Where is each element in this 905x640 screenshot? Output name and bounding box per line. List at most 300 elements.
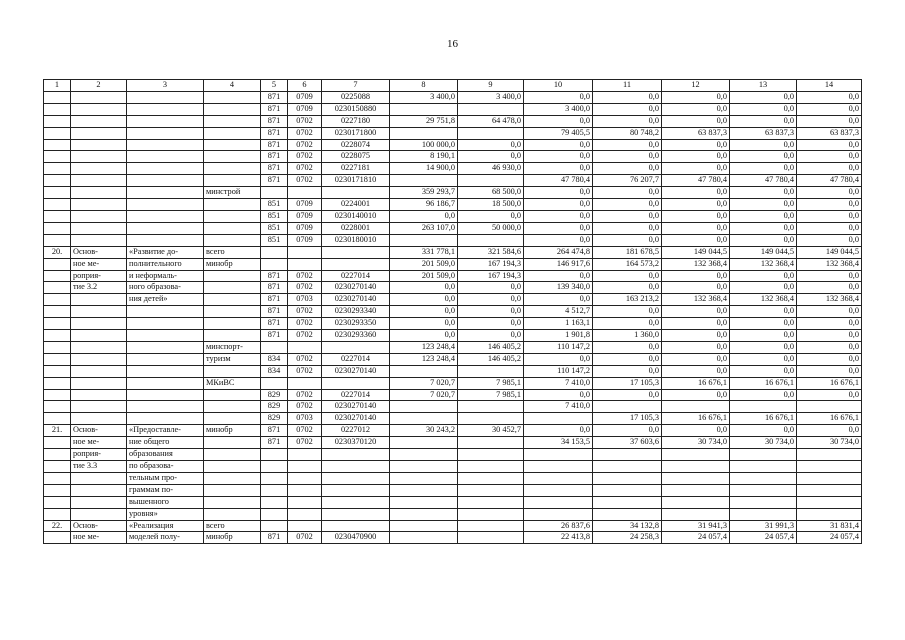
table-row bbox=[44, 210, 862, 222]
table-cell: 0,0 bbox=[730, 222, 797, 234]
table-cell bbox=[71, 401, 127, 413]
table-cell: 63 837,3 bbox=[730, 127, 797, 139]
table-cell bbox=[127, 234, 204, 246]
table-cell: 31 831,4 bbox=[797, 520, 862, 532]
table-cell bbox=[730, 472, 797, 484]
table-cell bbox=[127, 389, 204, 401]
table-cell bbox=[261, 496, 288, 508]
table-cell bbox=[71, 199, 127, 211]
table-cell bbox=[127, 187, 204, 199]
table-row bbox=[44, 330, 862, 342]
budget-table bbox=[43, 79, 862, 544]
table-cell: 0,0 bbox=[730, 115, 797, 127]
table-cell: 7 410,0 bbox=[524, 401, 593, 413]
table-cell: 0,0 bbox=[662, 151, 730, 163]
table-cell: 20. bbox=[44, 246, 71, 258]
table-cell bbox=[71, 341, 127, 353]
table-cell: 0,0 bbox=[797, 318, 862, 330]
table-cell bbox=[44, 508, 71, 520]
table-cell: 31 991,3 bbox=[730, 520, 797, 532]
table-cell: минобр bbox=[204, 425, 261, 437]
table-cell: 7 985,1 bbox=[458, 377, 524, 389]
table-cell: 871 bbox=[261, 437, 288, 449]
table-cell bbox=[458, 449, 524, 461]
table-cell bbox=[458, 413, 524, 425]
table-row bbox=[44, 222, 862, 234]
table-cell bbox=[288, 496, 322, 508]
table-cell: 0702 bbox=[288, 175, 322, 187]
table-cell: 0702 bbox=[288, 139, 322, 151]
table-cell bbox=[261, 508, 288, 520]
table-cell: 0,0 bbox=[730, 210, 797, 222]
table-cell: 3 400,0 bbox=[390, 91, 458, 103]
table-cell bbox=[204, 234, 261, 246]
table-cell bbox=[458, 127, 524, 139]
table-cell bbox=[730, 484, 797, 496]
table-cell: 0,0 bbox=[593, 163, 662, 175]
table-cell bbox=[288, 472, 322, 484]
table-cell bbox=[458, 437, 524, 449]
table-cell: 0,0 bbox=[524, 199, 593, 211]
table-cell bbox=[44, 294, 71, 306]
table-row bbox=[44, 377, 862, 389]
table-cell: 0703 bbox=[288, 413, 322, 425]
table-cell bbox=[204, 401, 261, 413]
table-cell: 0,0 bbox=[662, 318, 730, 330]
table-cell: 0,0 bbox=[524, 389, 593, 401]
table-cell bbox=[288, 341, 322, 353]
table-cell bbox=[71, 139, 127, 151]
table-cell bbox=[662, 496, 730, 508]
table-cell: 0230171810 bbox=[322, 175, 390, 187]
table-cell: 0702 bbox=[288, 401, 322, 413]
table-cell bbox=[44, 377, 71, 389]
table-row bbox=[44, 389, 862, 401]
table-cell: «Предоставле- bbox=[127, 425, 204, 437]
table-cell: 16 676,1 bbox=[662, 413, 730, 425]
table-cell: 0,0 bbox=[730, 389, 797, 401]
table-cell bbox=[71, 306, 127, 318]
table-cell: 0230270140 bbox=[322, 413, 390, 425]
table-cell bbox=[44, 461, 71, 473]
table-cell: 0702 bbox=[288, 318, 322, 330]
table-cell: 0,0 bbox=[730, 91, 797, 103]
table-cell: 18 500,0 bbox=[458, 199, 524, 211]
table-cell bbox=[204, 163, 261, 175]
table-cell: 0,0 bbox=[730, 353, 797, 365]
table-cell: 63 837,3 bbox=[797, 127, 862, 139]
table-cell bbox=[204, 318, 261, 330]
table-cell: 0230293340 bbox=[322, 306, 390, 318]
table-cell: тие 3.3 bbox=[71, 461, 127, 473]
table-cell bbox=[44, 163, 71, 175]
table-cell bbox=[322, 449, 390, 461]
table-cell bbox=[593, 484, 662, 496]
table-cell bbox=[797, 496, 862, 508]
table-cell bbox=[44, 365, 71, 377]
table-cell: 0,0 bbox=[662, 341, 730, 353]
table-cell bbox=[458, 532, 524, 544]
table-cell: минспорт- bbox=[204, 341, 261, 353]
table-cell: минобр bbox=[204, 258, 261, 270]
table-cell: 17 105,3 bbox=[593, 377, 662, 389]
table-cell: 149 044,5 bbox=[797, 246, 862, 258]
table-cell: 0227014 bbox=[322, 270, 390, 282]
table-cell: 0,0 bbox=[662, 139, 730, 151]
table-cell: 871 bbox=[261, 115, 288, 127]
table-cell: 0,0 bbox=[458, 139, 524, 151]
table-cell: 7 985,1 bbox=[458, 389, 524, 401]
table-cell: 1 163,1 bbox=[524, 318, 593, 330]
table-cell: 0,0 bbox=[730, 341, 797, 353]
table-cell: 0,0 bbox=[662, 330, 730, 342]
table-cell bbox=[662, 484, 730, 496]
table-cell: 96 186,7 bbox=[390, 199, 458, 211]
table-cell bbox=[44, 139, 71, 151]
table-cell: 24 057,4 bbox=[730, 532, 797, 544]
table-cell: 0,0 bbox=[797, 270, 862, 282]
table-cell: 0,0 bbox=[458, 294, 524, 306]
table-cell bbox=[390, 484, 458, 496]
table-cell bbox=[44, 258, 71, 270]
table-cell: 0702 bbox=[288, 151, 322, 163]
table-cell bbox=[204, 461, 261, 473]
table-cell: 0230293360 bbox=[322, 330, 390, 342]
header-cell: 10 bbox=[524, 80, 593, 92]
table-cell: 0,0 bbox=[458, 210, 524, 222]
table-cell bbox=[322, 484, 390, 496]
table-cell bbox=[44, 341, 71, 353]
table-cell: 47 780,4 bbox=[730, 175, 797, 187]
table-cell: 37 603,6 bbox=[593, 437, 662, 449]
table-cell: уровня» bbox=[127, 508, 204, 520]
table-cell bbox=[322, 508, 390, 520]
table-cell bbox=[390, 508, 458, 520]
table-cell: 0,0 bbox=[593, 115, 662, 127]
table-cell bbox=[390, 520, 458, 532]
header-cell: 8 bbox=[390, 80, 458, 92]
table-cell: 132 368,4 bbox=[797, 258, 862, 270]
table-row bbox=[44, 484, 862, 496]
table-cell: 0,0 bbox=[797, 222, 862, 234]
table-cell bbox=[44, 199, 71, 211]
table-cell bbox=[127, 210, 204, 222]
header-row bbox=[44, 80, 862, 92]
table-cell: 0,0 bbox=[524, 270, 593, 282]
table-cell: 8 190,1 bbox=[390, 151, 458, 163]
table-cell: 0,0 bbox=[662, 210, 730, 222]
table-cell: 0702 bbox=[288, 353, 322, 365]
table-row bbox=[44, 234, 862, 246]
table-cell bbox=[71, 294, 127, 306]
table-cell: 0,0 bbox=[593, 318, 662, 330]
table-cell: моделей полу- bbox=[127, 532, 204, 544]
table-cell: 0,0 bbox=[593, 151, 662, 163]
table-cell: 132 368,4 bbox=[662, 258, 730, 270]
table-cell: минстрой bbox=[204, 187, 261, 199]
table-cell bbox=[593, 461, 662, 473]
table-cell bbox=[127, 330, 204, 342]
table-cell bbox=[127, 341, 204, 353]
table-cell: 0,0 bbox=[593, 103, 662, 115]
table-cell: 16 676,1 bbox=[730, 377, 797, 389]
table-cell bbox=[204, 127, 261, 139]
table-row bbox=[44, 103, 862, 115]
table-cell: 0,0 bbox=[730, 199, 797, 211]
table-cell bbox=[288, 461, 322, 473]
table-cell bbox=[127, 175, 204, 187]
page-number: 16 bbox=[447, 38, 458, 50]
table-cell bbox=[127, 163, 204, 175]
table-cell bbox=[458, 508, 524, 520]
table-cell: 0,0 bbox=[390, 330, 458, 342]
table-cell: 0,0 bbox=[797, 306, 862, 318]
table-cell: 132 368,4 bbox=[730, 258, 797, 270]
table-cell bbox=[390, 496, 458, 508]
table-cell: 76 207,7 bbox=[593, 175, 662, 187]
table-cell: МКиВС bbox=[204, 377, 261, 389]
table-cell bbox=[71, 91, 127, 103]
table-cell bbox=[322, 520, 390, 532]
table-cell: 0,0 bbox=[730, 282, 797, 294]
table-cell bbox=[44, 151, 71, 163]
table-row bbox=[44, 306, 862, 318]
table-cell: 181 678,5 bbox=[593, 246, 662, 258]
table-cell: 16 676,1 bbox=[730, 413, 797, 425]
table-cell: 871 bbox=[261, 103, 288, 115]
table-cell bbox=[288, 449, 322, 461]
table-cell bbox=[44, 115, 71, 127]
table-cell: «Развитие до- bbox=[127, 246, 204, 258]
table-cell bbox=[261, 341, 288, 353]
table-cell: 331 778,1 bbox=[390, 246, 458, 258]
table-cell bbox=[261, 520, 288, 532]
table-cell bbox=[797, 472, 862, 484]
table-cell bbox=[458, 496, 524, 508]
table-cell: 0228075 bbox=[322, 151, 390, 163]
table-cell bbox=[288, 187, 322, 199]
table-cell: 0227014 bbox=[322, 353, 390, 365]
table-cell: 0,0 bbox=[797, 330, 862, 342]
table-cell bbox=[730, 401, 797, 413]
table-cell: 68 500,0 bbox=[458, 187, 524, 199]
table-cell bbox=[71, 234, 127, 246]
table-cell: 146 405,2 bbox=[458, 341, 524, 353]
table-cell: Основ- bbox=[71, 520, 127, 532]
table-cell: 0,0 bbox=[797, 115, 862, 127]
table-cell bbox=[204, 199, 261, 211]
table-cell bbox=[390, 461, 458, 473]
table-cell bbox=[204, 437, 261, 449]
table-cell bbox=[524, 413, 593, 425]
table-cell: 0,0 bbox=[593, 353, 662, 365]
table-cell: 871 bbox=[261, 318, 288, 330]
table-cell bbox=[44, 127, 71, 139]
table-cell bbox=[44, 353, 71, 365]
table-cell bbox=[71, 151, 127, 163]
table-cell bbox=[204, 389, 261, 401]
table-cell: Основ- bbox=[71, 425, 127, 437]
table-cell: всего bbox=[204, 520, 261, 532]
table-cell: 110 147,2 bbox=[524, 365, 593, 377]
table-cell bbox=[288, 258, 322, 270]
table-cell bbox=[44, 413, 71, 425]
table-cell: 0,0 bbox=[662, 115, 730, 127]
table-cell: 0,0 bbox=[458, 151, 524, 163]
table-cell bbox=[797, 401, 862, 413]
table-cell: 0,0 bbox=[730, 425, 797, 437]
table-cell: 7 020,7 bbox=[390, 377, 458, 389]
table-row bbox=[44, 151, 862, 163]
table-cell: 30 452,7 bbox=[458, 425, 524, 437]
table-cell: «Реализация bbox=[127, 520, 204, 532]
table-cell: 0,0 bbox=[390, 210, 458, 222]
table-cell bbox=[261, 377, 288, 389]
table-cell: 0227014 bbox=[322, 389, 390, 401]
table-cell: 3 400,0 bbox=[524, 103, 593, 115]
table-cell: 132 368,4 bbox=[730, 294, 797, 306]
table-cell: 0,0 bbox=[797, 103, 862, 115]
table-cell bbox=[204, 508, 261, 520]
table-cell: тие 3.2 bbox=[71, 282, 127, 294]
table-cell: 0702 bbox=[288, 425, 322, 437]
table-cell: 0,0 bbox=[662, 425, 730, 437]
table-cell bbox=[44, 103, 71, 115]
table-cell: 871 bbox=[261, 151, 288, 163]
table-cell: 0230470900 bbox=[322, 532, 390, 544]
table-cell: 31 941,3 bbox=[662, 520, 730, 532]
table-cell: 0702 bbox=[288, 365, 322, 377]
table-row bbox=[44, 127, 862, 139]
table-cell: 829 bbox=[261, 389, 288, 401]
table-cell: 0,0 bbox=[662, 365, 730, 377]
table-cell bbox=[458, 520, 524, 532]
table-cell: 871 bbox=[261, 282, 288, 294]
table-cell: 359 293,7 bbox=[390, 187, 458, 199]
table-row bbox=[44, 163, 862, 175]
table-row bbox=[44, 449, 862, 461]
table-cell bbox=[44, 532, 71, 544]
table-cell: 110 147,2 bbox=[524, 341, 593, 353]
table-cell bbox=[730, 508, 797, 520]
table-cell bbox=[44, 330, 71, 342]
table-cell: 0228001 bbox=[322, 222, 390, 234]
table-cell: 0,0 bbox=[524, 163, 593, 175]
table-cell: 829 bbox=[261, 401, 288, 413]
table-row bbox=[44, 472, 862, 484]
table-cell: 0,0 bbox=[524, 139, 593, 151]
table-cell: 834 bbox=[261, 353, 288, 365]
table-cell bbox=[71, 222, 127, 234]
table-cell: 0,0 bbox=[524, 234, 593, 246]
table-cell: 0,0 bbox=[730, 139, 797, 151]
table-cell: 163 213,2 bbox=[593, 294, 662, 306]
table-cell bbox=[44, 91, 71, 103]
table-cell: вышенного bbox=[127, 496, 204, 508]
table-cell: 0,0 bbox=[593, 282, 662, 294]
table-cell: 0,0 bbox=[524, 294, 593, 306]
table-cell: 0,0 bbox=[524, 222, 593, 234]
table-cell bbox=[797, 461, 862, 473]
table-cell: 0,0 bbox=[593, 365, 662, 377]
table-row bbox=[44, 353, 862, 365]
table-cell: 0,0 bbox=[390, 282, 458, 294]
table-cell bbox=[71, 330, 127, 342]
table-cell bbox=[204, 210, 261, 222]
table-cell: 851 bbox=[261, 234, 288, 246]
table-cell bbox=[662, 461, 730, 473]
table-cell bbox=[730, 461, 797, 473]
table-cell bbox=[322, 472, 390, 484]
table-cell: 0,0 bbox=[797, 341, 862, 353]
table-cell bbox=[261, 472, 288, 484]
table-cell bbox=[730, 496, 797, 508]
table-cell: 0228074 bbox=[322, 139, 390, 151]
table-cell: 0,0 bbox=[797, 234, 862, 246]
table-cell: 0,0 bbox=[524, 187, 593, 199]
table-cell: 871 bbox=[261, 330, 288, 342]
table-cell: 0,0 bbox=[593, 270, 662, 282]
table-cell bbox=[524, 472, 593, 484]
table-cell bbox=[44, 449, 71, 461]
table-cell: ное ме- bbox=[71, 437, 127, 449]
table-cell: 0224001 bbox=[322, 199, 390, 211]
table-row bbox=[44, 532, 862, 544]
table-cell: 321 584,6 bbox=[458, 246, 524, 258]
table-cell: 0,0 bbox=[797, 91, 862, 103]
table-cell: 0,0 bbox=[662, 234, 730, 246]
table-cell bbox=[44, 234, 71, 246]
table-cell bbox=[524, 484, 593, 496]
table-cell: 0702 bbox=[288, 306, 322, 318]
table-cell: 0702 bbox=[288, 115, 322, 127]
table-cell bbox=[390, 365, 458, 377]
table-cell: 47 780,4 bbox=[797, 175, 862, 187]
header-cell: 4 bbox=[204, 80, 261, 92]
table-cell: 871 bbox=[261, 91, 288, 103]
table-cell bbox=[524, 508, 593, 520]
table-cell bbox=[71, 508, 127, 520]
table-cell: 0230370120 bbox=[322, 437, 390, 449]
table-cell: 149 044,5 bbox=[662, 246, 730, 258]
table-cell: 22. bbox=[44, 520, 71, 532]
table-cell: 0227012 bbox=[322, 425, 390, 437]
table-cell bbox=[71, 127, 127, 139]
table-cell: 0,0 bbox=[797, 353, 862, 365]
table-cell bbox=[322, 187, 390, 199]
table-cell bbox=[288, 520, 322, 532]
table-cell: 0,0 bbox=[662, 199, 730, 211]
table-cell: 22 413,8 bbox=[524, 532, 593, 544]
table-cell: 123 248,4 bbox=[390, 341, 458, 353]
table-cell bbox=[44, 306, 71, 318]
table-cell bbox=[797, 449, 862, 461]
header-cell: 11 bbox=[593, 80, 662, 92]
table-cell bbox=[44, 210, 71, 222]
table-cell bbox=[390, 437, 458, 449]
table-cell: 0,0 bbox=[390, 318, 458, 330]
table-cell: 7 410,0 bbox=[524, 377, 593, 389]
table-cell: граммам по- bbox=[127, 484, 204, 496]
table-cell bbox=[71, 163, 127, 175]
table-cell: 0702 bbox=[288, 163, 322, 175]
table-row bbox=[44, 461, 862, 473]
table-cell bbox=[390, 472, 458, 484]
table-cell bbox=[524, 449, 593, 461]
table-cell: 3 400,0 bbox=[458, 91, 524, 103]
header-cell: 14 bbox=[797, 80, 862, 92]
table-cell: 0,0 bbox=[662, 163, 730, 175]
